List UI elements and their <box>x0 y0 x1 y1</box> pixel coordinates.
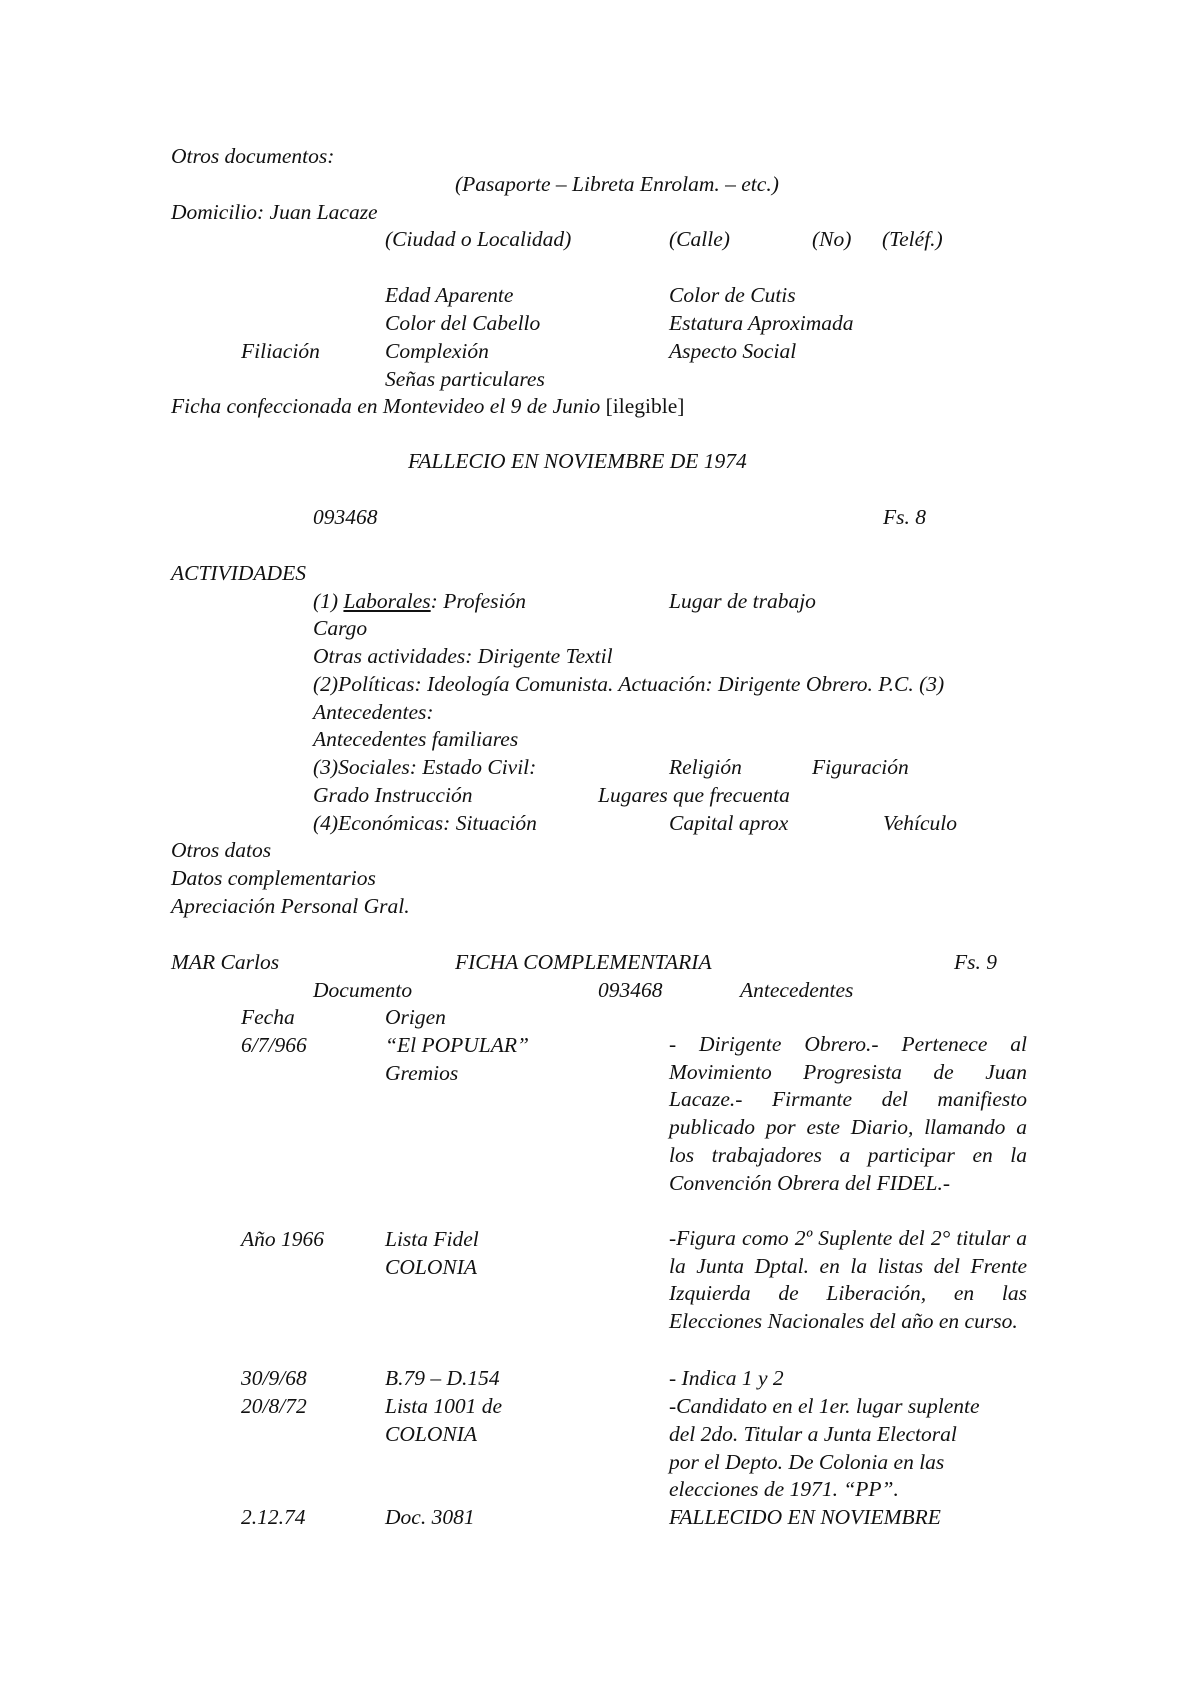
documento-number: 093468 <box>598 978 663 1002</box>
no-hint: (No) <box>812 227 852 251</box>
apreciacion-personal: Apreciación Personal Gral. <box>171 894 410 918</box>
entry-1-texto: - Dirigente Obrero.- Pertenece al Movimiento Progresista de Juan Lacaze.- Firmante del manifiesto publicado por este Diario, llamando a los trabajadores a participar en la Convención Obrera del FIDEL.- <box>669 1032 1027 1195</box>
vehiculo: Vehículo <box>883 811 958 835</box>
entry-2-fecha: Año 1966 <box>241 1227 325 1251</box>
ficha-complementaria-title: FICHA COMPLEMENTARIA <box>455 950 712 974</box>
otras-actividades: Otras actividades: Dirigente Textil <box>313 644 613 668</box>
folio-9: Fs. 9 <box>954 950 997 974</box>
aspecto-social: Aspecto Social <box>669 339 797 363</box>
entry-1-origen-1: “El POPULAR” <box>385 1033 529 1057</box>
entry-2-texto: -Figura como 2º Suplente del 2° titular a la Junta Dptal. en la listas del Frente Izquierda de Liberación, en las Elecciones Nacionales del año en curso. <box>669 1226 1027 1334</box>
ficha-number: 093468 <box>313 505 378 529</box>
entry-2-origen-1: Lista Fidel <box>385 1227 479 1251</box>
telef-hint: (Teléf.) <box>882 227 943 251</box>
actividades-title: ACTIVIDADES <box>171 561 306 585</box>
estatura: Estatura Aproximada <box>669 311 854 335</box>
antecedentes-header: Antecedentes <box>740 978 854 1002</box>
economicas-line: (4)Económicas: Situación <box>313 811 537 835</box>
entry-4-origen-2: COLONIA <box>385 1422 477 1446</box>
datos-complementarios: Datos complementarios <box>171 866 376 890</box>
antecedentes-familiares: Antecedentes familiares <box>313 727 519 751</box>
ilegible-note: [ilegible] <box>605 394 685 418</box>
figuracion: Figuración <box>812 755 909 779</box>
otros-datos: Otros datos <box>171 838 272 862</box>
otros-documentos-label: Otros documentos: <box>171 144 335 168</box>
person-name: MAR Carlos <box>171 950 280 974</box>
domicilio-line: Domicilio: Juan Lacaze <box>171 200 378 224</box>
fallecio-heading: FALLECIO EN NOVIEMBRE DE 1974 <box>408 449 747 473</box>
entry-1-origen-2: Gremios <box>385 1061 459 1085</box>
color-cabello: Color del Cabello <box>385 311 541 335</box>
lugares-frecuenta: Lugares que frecuenta <box>598 783 790 807</box>
entry-5-origen: Doc. 3081 <box>385 1505 475 1529</box>
col-fecha: Fecha <box>241 1005 295 1029</box>
entry-3-fecha: 30/9/68 <box>241 1366 307 1390</box>
laborales-word: Laborales <box>343 589 431 613</box>
col-origen: Origen <box>385 1005 446 1029</box>
edad-aparente: Edad Aparente <box>385 283 514 307</box>
laborales-num: (1) <box>313 589 339 613</box>
calle-hint: (Calle) <box>669 227 730 251</box>
folio-8: Fs. 8 <box>883 505 926 529</box>
color-cutis: Color de Cutis <box>669 283 796 307</box>
entry-1-fecha: 6/7/966 <box>241 1033 307 1057</box>
ciudad-hint: (Ciudad o Localidad) <box>385 227 572 251</box>
entry-3-texto: - Indica 1 y 2 <box>669 1366 784 1390</box>
entry-4-texto-2: del 2do. Titular a Junta Electoral <box>669 1422 957 1446</box>
antecedentes-label: Antecedentes: <box>313 700 434 724</box>
filiacion-label: Filiación <box>241 339 320 363</box>
ficha-confeccionada <box>171 392 684 420</box>
politicas-line: (2)Políticas: Ideología Comunista. Actuación: Dirigente Obrero. P.C. (3) <box>313 672 945 696</box>
entry-4-texto-3: por el Depto. De Colonia en las <box>669 1450 945 1474</box>
documento-label: Documento <box>313 978 413 1002</box>
entry-4-texto-1: -Candidato en el 1er. lugar suplente <box>669 1394 980 1418</box>
senas-particulares: Señas particulares <box>385 367 545 391</box>
sociales-line: (3)Sociales: Estado Civil: <box>313 755 537 779</box>
grado-instruccion: Grado Instrucción <box>313 783 473 807</box>
lugar-trabajo: Lugar de trabajo <box>669 589 816 613</box>
entry-2-origen-2: COLONIA <box>385 1255 477 1279</box>
cargo: Cargo <box>313 616 368 640</box>
entry-5-fecha: 2.12.74 <box>241 1505 306 1529</box>
profesion: : Profesión <box>430 589 527 613</box>
ficha-confeccionada-text: Ficha confeccionada en Montevideo el 9 de Junio <box>171 394 601 418</box>
entry-3-origen: B.79 – D.154 <box>385 1366 500 1390</box>
entry-4-texto-4: elecciones de 1971. “PP”. <box>669 1477 899 1501</box>
complexion: Complexión <box>385 339 489 363</box>
entry-4-fecha: 20/8/72 <box>241 1394 307 1418</box>
entry-5-texto: FALLECIDO EN NOVIEMBRE <box>669 1505 941 1529</box>
entry-4-origen-1: Lista 1001 de <box>385 1394 503 1418</box>
religion: Religión <box>669 755 742 779</box>
capital-aprox: Capital aprox <box>669 811 789 835</box>
laborales-line <box>313 587 526 615</box>
pasaporte-hint: (Pasaporte – Libreta Enrolam. – etc.) <box>455 172 779 196</box>
